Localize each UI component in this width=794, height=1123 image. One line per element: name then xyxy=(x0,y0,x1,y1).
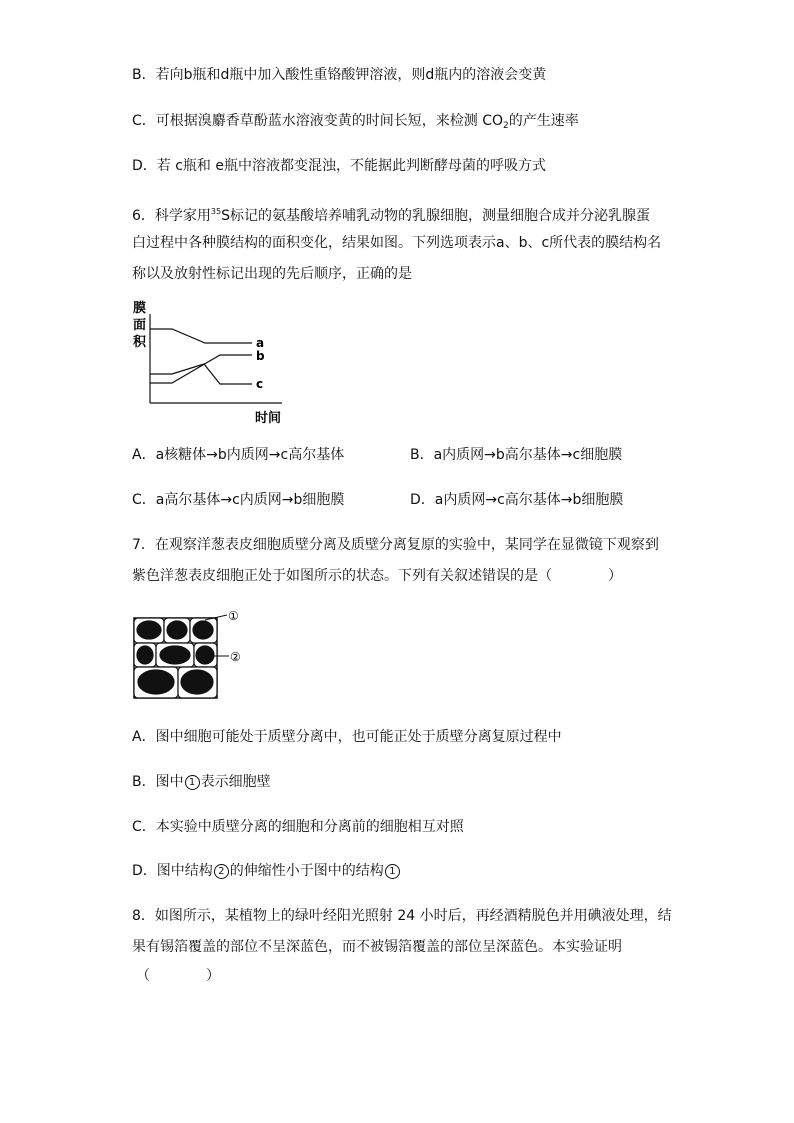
q7-onion-cells-figure xyxy=(133,606,253,700)
q6-stem-line2: 白过程中各种膜结构的面积变化，结果如图。下列选项表示a、b、c所代表的膜结构名 xyxy=(132,235,662,251)
q7-option-a: A．图中细胞可能处于质壁分离中，也可能正处于质壁分离复原过程中 xyxy=(132,729,562,745)
q5-option-d: D．若 c瓶和 e瓶中溶液都变混浊，不能据此判断酵母菌的呼吸方式 xyxy=(132,158,546,174)
q6-stem-line1: 6．科学家用$^{35}$S标记的氨基酸培养哺乳动物的乳腺细胞，测量细胞合成并分泌乳腺蛋 xyxy=(132,207,650,224)
q8-stem-line2: 果有锡箔覆盖的部位不呈深蓝色，而不被锡箔覆盖的部位呈深蓝色。本实验证明 xyxy=(132,939,622,955)
graph-xlabel: 时间 xyxy=(255,411,282,426)
graph-ylabel-2: 面 xyxy=(133,318,147,333)
q7-stem-line1: 7．在观察洋葱表皮细胞质壁分离及质壁分离复原的实验中，某同学在显微镜下观察到 xyxy=(132,537,659,553)
graph-curve-c xyxy=(150,364,252,384)
q6-option-c: C．a高尔基体→c内质网→b细胞膜 xyxy=(132,492,345,508)
figure-label-2: ② xyxy=(230,650,241,664)
q6-stem-line3: 称以及放射性标记出现的先后顺序，正确的是 xyxy=(132,266,412,282)
q8-answer-blank: （ ） xyxy=(136,968,220,984)
q6-option-b: B．a内质网→b高尔基体→c细胞膜 xyxy=(410,447,623,463)
q5-option-c: C．可根据溴麝香草酚蓝水溶液变黄的时间长短，来检测 $CO_2$的产生速率 xyxy=(132,113,579,131)
q7-option-b: B．图中 1 表示细胞壁 xyxy=(132,774,271,790)
circled-number-1: 1 xyxy=(385,864,400,879)
q7-option-d: D．图中结构 2 的伸缩性小于图中的结构 1 xyxy=(132,861,401,881)
q6-option-d: D．a内质网→c高尔基体→b细胞膜 xyxy=(410,492,624,508)
q6-option-a: A．a核糖体→b内质网→c高尔基体 xyxy=(132,447,345,463)
q7-stem-line2: 紫色洋葱表皮细胞正处于如图所示的状态。下列有关叙述错误的是（ ） xyxy=(132,568,622,584)
q8-stem-line1: 8．如图所示，某植物上的绿叶经阳光照射 24 小时后，再经酒精脱色并用碘液处理，结 xyxy=(132,908,672,924)
graph-label-a: a xyxy=(256,336,265,350)
graph-ylabel-1: 膜 xyxy=(133,301,147,316)
figure-label-1: ① xyxy=(228,609,239,623)
graph-curve-b xyxy=(150,355,252,383)
graph-curve-a xyxy=(150,329,252,343)
q7-option-c: C．本实验中质壁分离的细胞和分离前的细胞相互对照 xyxy=(132,819,464,835)
graph-ylabel-3: 积 xyxy=(133,335,147,350)
circled-number-1: 1 xyxy=(185,775,200,790)
circled-number-2: 2 xyxy=(214,864,229,879)
graph-label-c: c xyxy=(256,377,264,391)
q5-option-b: B．若向b瓶和d瓶中加入酸性重铬酸钾溶液，则d瓶内的溶液会变黄 xyxy=(132,67,547,83)
graph-label-b: b xyxy=(256,349,265,363)
q6-membrane-graph xyxy=(130,296,290,428)
